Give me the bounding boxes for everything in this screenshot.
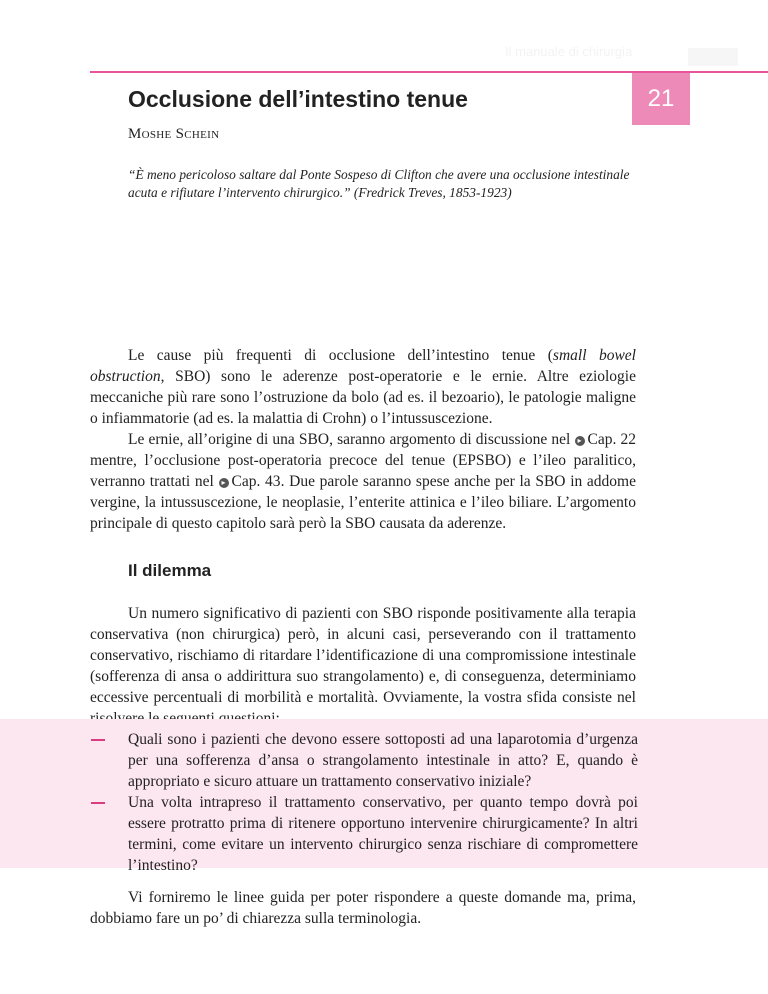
closing-paragraph: Vi forniremo le linee guida per poter rispondere a queste domande ma, prima, dobbiamo fare un po’ di chiarezza sulla terminologia. [90, 889, 636, 927]
chapter-number-badge: 21 [632, 73, 690, 125]
chapter-title: Occlusione dell’intestino tenue [128, 86, 468, 112]
question-item: Quali sono i pazienti che devono essere sottoposti ad una laparotomia d’urgenza per una sofferenza d’ansa o strangolamento intestinale in atto? E, quando è appropriato e sicuro attuare un trattamento conservativo iniziale? [128, 729, 638, 792]
intro-paragraph-2: Le ernie, all’origine di una SBO, saranno argomento di discussione nel ▸ Cap. 22 mentre, l’occlusione post-operatoria precoce del tenue (EPSBO) e l’ileo paralitico, verranno trattati nel ▸ Cap. 43. Due parole saranno spese anche per la SBO in addome vergine, la intussuscezione, le neoplasie, l’enterite attinica e l’ileo biliare. L’argomento principale di questo capitolo sarà però la SBO causata da aderenze. [90, 431, 637, 532]
intro-text [90, 345, 636, 534]
section-paragraph: Un numero significativo di pazienti con SBO risponde positivamente alla terapia conservativa (non chirurgica) però, in alcuni casi, perseverando con il trattamento conservativo, rischiamo di ritardare l’identificazione di una compromissione intestinale (sofferenza di ansa o addirittura suo strangolamento) e, di conseguenza, determiniamo eccessive percentuali di morbilità e mortalità. Ovviamente, la vostra sfida consiste nel [90, 605, 636, 706]
intro-paragraph-1: Le cause più frequenti di occlusione dell’intestino tenue (small bowel obstruction, SBO) sono le aderenze post-operatorie e le ernie. Altre eziologie meccaniche più rare sono l’ostruzione da bolo (ad es. il bezoario), le patologie maligne o infiammatorie (ad es. la malattia di Crohn) o l’intussuscezione. [90, 347, 636, 427]
dash-bullet-icon [91, 802, 105, 804]
question-item: Una volta intrapreso il trattamento conservativo, per quanto tempo dovrà poi essere protratto prima di ritenere opportuno intervenire chirurgicamente? In altri termini, come evitare un intervento chirurgico senza rischiare di compromettere l’intestino? [128, 792, 638, 876]
running-head: Il manuale di chirurgia [505, 44, 633, 59]
chapter-author: Moshe Schein [128, 126, 220, 142]
dash-bullet-icon [91, 739, 105, 741]
epigraph: “È meno pericoloso saltare dal Ponte Sospeso di Clifton che avere una occlusione intestinale acuta e rifiutare l’intervento chirurgico.” (Fredrick Treves, 1853-1923) [128, 167, 630, 200]
closing-block [90, 887, 636, 929]
cross-reference-link[interactable]: Cap. 43 [231, 473, 281, 490]
section-paragraph-block [90, 603, 636, 729]
header-page-box [688, 48, 738, 66]
section-heading: Il dilemma [128, 561, 212, 580]
cross-reference-icon: ▸ [575, 436, 585, 446]
cross-reference-link[interactable]: Cap. 22 [587, 431, 637, 448]
cross-reference-icon: ▸ [219, 478, 229, 488]
